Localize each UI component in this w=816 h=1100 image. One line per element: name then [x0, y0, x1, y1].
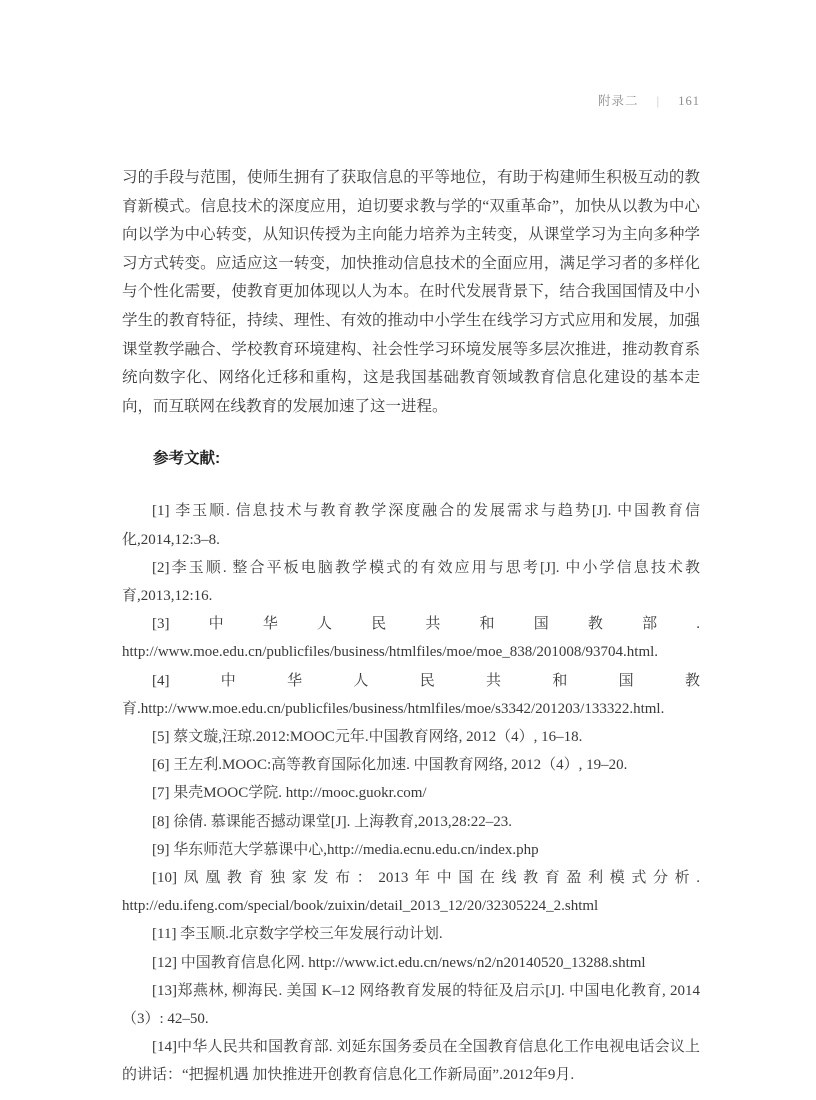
reference-item: [8] 徐倩. 慕课能否撼动课堂[J]. 上海教育,2013,28:22–23.	[152, 813, 512, 830]
page-header	[598, 91, 700, 109]
reference-item: [2]李玉顺. 整合平板电脑教学模式的有效应用与思考[J]. 中小学信息技术教育,2013,12:16.	[122, 559, 700, 604]
reference-item: [7] 果壳MOOC学院. http://mooc.guokr.com/	[152, 785, 427, 802]
header-divider: |	[656, 94, 661, 108]
reference-item: [11] 李玉顺.北京数字学校三年发展行动计划.	[152, 926, 443, 943]
page-content	[122, 164, 700, 1090]
body-paragraph: 习的手段与范围，使师生拥有了获取信息的平等地位，有助于构建师生积极互动的教育新模式。信息技术的深度应用，迫切要求教与学的“双重革命”，加快从以教为中心向以学为中心转变，从知识传授为主向能力培养为主转变，从课堂学习为主向多种学习方式转变。应适应这一转变，加快推动信息技术的全面应用，满足学习者的多样化与个性化需要，使教育更加体现以人为本。在时代发展背景下，结合我国国情及中小学生的教育特征，持续、理性、有效的推动中小学生在线学习方式应用和发展，加强课堂教学融合、学校教育环境建构、社会性学习环境发展等多层次推进，推动教育系统向数字化、网络化迁移和重构，这是我国基础教育领域教育信息化建设的基本走向，而互联网在线教育的发展加速了这一进程。	[122, 169, 700, 415]
page-number: 161	[678, 94, 700, 108]
reference-item: [5] 蔡文璇,汪琼.2012:MOOC元年.中国教育网络, 2012（4）, 16–18.	[152, 728, 583, 745]
reference-item: [9] 华东师范大学慕课中心,http://media.ecnu.edu.cn/index.php	[152, 841, 539, 858]
references-heading: 参考文献:	[153, 450, 221, 468]
reference-item: [12] 中国教育信息化网. http://www.ict.edu.cn/news/n2/n20140520_13288.shtml	[152, 954, 646, 971]
reference-item: [4]中华人民共和国教育.http://www.moe.edu.cn/publicfiles/business/htmlfiles/moe/s3342/201203/133322.html.	[122, 672, 700, 717]
section-title: 附录二	[597, 94, 639, 108]
reference-item: [14]中华人民共和国教育部. 刘延东国务委员在全国教育信息化工作电视电话会议上的讲话：“把握机遇 加快推进开创教育信息化工作新局面”.2012年9月.	[122, 1039, 700, 1084]
reference-item: [6] 王左利.MOOC:高等教育国际化加速. 中国教育网络, 2012（4）, 19–20.	[152, 757, 628, 774]
reference-item: [10]凤凰教育独家发布：2013年中国在线教育盈利模式分析. http://edu.ifeng.com/special/book/zuixin/detail_2013_12/20/32305224_2.shtml	[122, 869, 700, 915]
reference-item: [1] 李玉顺. 信息技术与教育教学深度融合的发展需求与趋势[J]. 中国教育信化,2014,12:3–8.	[122, 503, 700, 548]
reference-item: [3]中华人民共和国教部. http://www.moe.edu.cn/publicfiles/business/htmlfiles/moe/moe_838/201008/93704.html.	[122, 616, 700, 661]
references-list	[122, 497, 700, 1089]
reference-item: [13]郑燕林, 柳海民. 美国 K–12 网络教育发展的特征及启示[J]. 中国电化教育, 2014（3）: 42–50.	[122, 982, 700, 1027]
